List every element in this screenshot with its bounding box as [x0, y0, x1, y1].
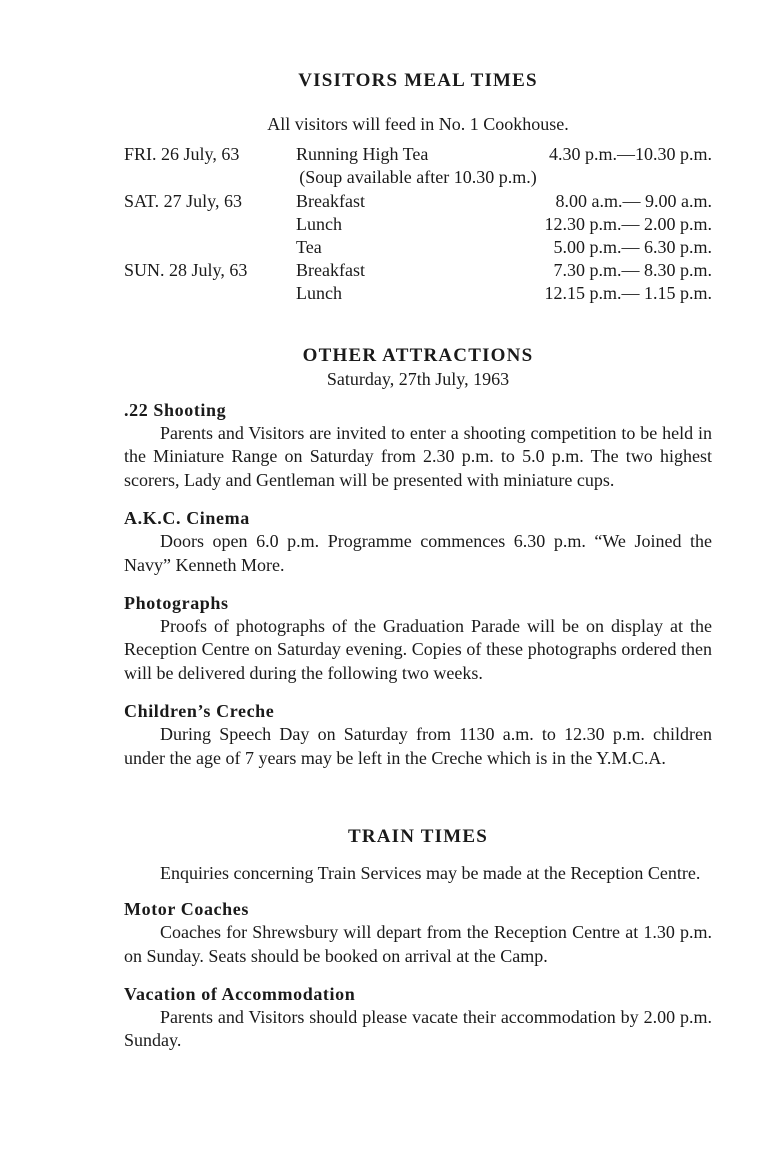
- meal-times: 12.30 p.m.— 2.00 p.m.: [544, 214, 712, 234]
- meal-times: 8.00 a.m.— 9.00 a.m.: [555, 191, 712, 211]
- meal-times-table: [124, 143, 712, 305]
- attraction-cinema: [124, 508, 712, 577]
- attraction-shooting: [124, 400, 712, 492]
- meal-name: Breakfast: [296, 191, 365, 211]
- train-item-heading: Vacation of Accommodation: [124, 984, 356, 1005]
- table-row: [124, 259, 712, 282]
- meal-times: 4.30 p.m.—10.30 p.m.: [548, 144, 712, 164]
- meal-note: (Soup available after 10.30 p.m.): [299, 167, 537, 187]
- table-row: [124, 190, 712, 213]
- meal-times: 5.00 p.m.— 6.30 p.m.: [553, 237, 712, 257]
- other-attractions-title: OTHER ATTRACTIONS: [302, 345, 534, 366]
- attraction-text: Parents and Visitors are invited to enter a shooting competition to be held in the Miniature Range on Saturday from 2.30 p.m. to 5.0 p.m. The two highest scorers, Lady and Gentleman will be presented with miniature cups.: [124, 423, 712, 490]
- meal-times: 12.15 p.m.— 1.15 p.m.: [544, 283, 712, 303]
- train-item-text: Coaches for Shrewsbury will depart from the Reception Centre at 1.30 p.m. on Sunday. Seats should be booked on arrival at the Camp.: [124, 922, 712, 966]
- train-item-heading: Motor Coaches: [124, 899, 249, 920]
- attraction-heading: A.K.C. Cinema: [124, 508, 250, 529]
- train-item-text: Parents and Visitors should please vacate their accommodation by 2.00 p.m. Sunday.: [124, 1007, 712, 1051]
- meal-times: 7.30 p.m.— 8.30 p.m.: [553, 260, 712, 280]
- table-row: [124, 213, 712, 236]
- meal-day: [124, 236, 296, 259]
- attraction-text: Proofs of photographs of the Graduation Parade will be on display at the Reception Centre on Saturday evening. Copies of these photographs ordered then will be delivered during the following two weeks.: [124, 615, 712, 683]
- meal-name: Lunch: [296, 283, 342, 303]
- meal-day: SUN. 28 July, 63: [124, 260, 248, 280]
- meal-day: [124, 213, 296, 236]
- meal-name: Tea: [296, 237, 322, 257]
- table-row: [124, 236, 712, 259]
- meal-day: SAT. 27 July, 63: [124, 191, 243, 211]
- attraction-text: During Speech Day on Saturday from 1130 a.m. to 12.30 p.m. children under the age of 7 years may be left in the Creche which is in the Y.M.C.A.: [124, 724, 712, 768]
- meal-name: Running High Tea: [296, 144, 429, 164]
- attraction-photographs: [124, 593, 712, 685]
- spacer: [124, 889, 712, 899]
- table-row: [124, 282, 712, 305]
- table-row: [124, 166, 712, 190]
- meal-day: [124, 282, 296, 305]
- table-row: [124, 143, 712, 166]
- meal-times-lead: All visitors will feed in No. 1 Cookhouse.: [267, 114, 569, 134]
- meal-times-title: VISITORS MEAL TIMES: [298, 70, 538, 91]
- attraction-heading: .22 Shooting: [124, 400, 227, 420]
- train-motor-coaches: [124, 899, 712, 968]
- attraction-creche: [124, 701, 712, 770]
- attraction-heading: Children’s Creche: [124, 701, 275, 722]
- attraction-heading: Photographs: [124, 592, 229, 613]
- train-times-intro: Enquiries concerning Train Services may be made at the Reception Centre.: [160, 862, 701, 883]
- document-content: [124, 70, 712, 1069]
- meal-name: Lunch: [296, 214, 342, 234]
- meal-day: FRI. 26 July, 63: [124, 144, 240, 164]
- attraction-text: Doors open 6.0 p.m. Programme commences 6.30 p.m. “We Joined the Navy” Kenneth More.: [124, 531, 712, 575]
- other-attractions-subtitle: Saturday, 27th July, 1963: [326, 369, 510, 389]
- spacer: [124, 305, 712, 345]
- meal-name: Breakfast: [296, 260, 365, 280]
- train-times-title: TRAIN TIMES: [347, 825, 489, 847]
- spacer: [124, 786, 712, 826]
- train-vacation-accommodation: [124, 984, 712, 1053]
